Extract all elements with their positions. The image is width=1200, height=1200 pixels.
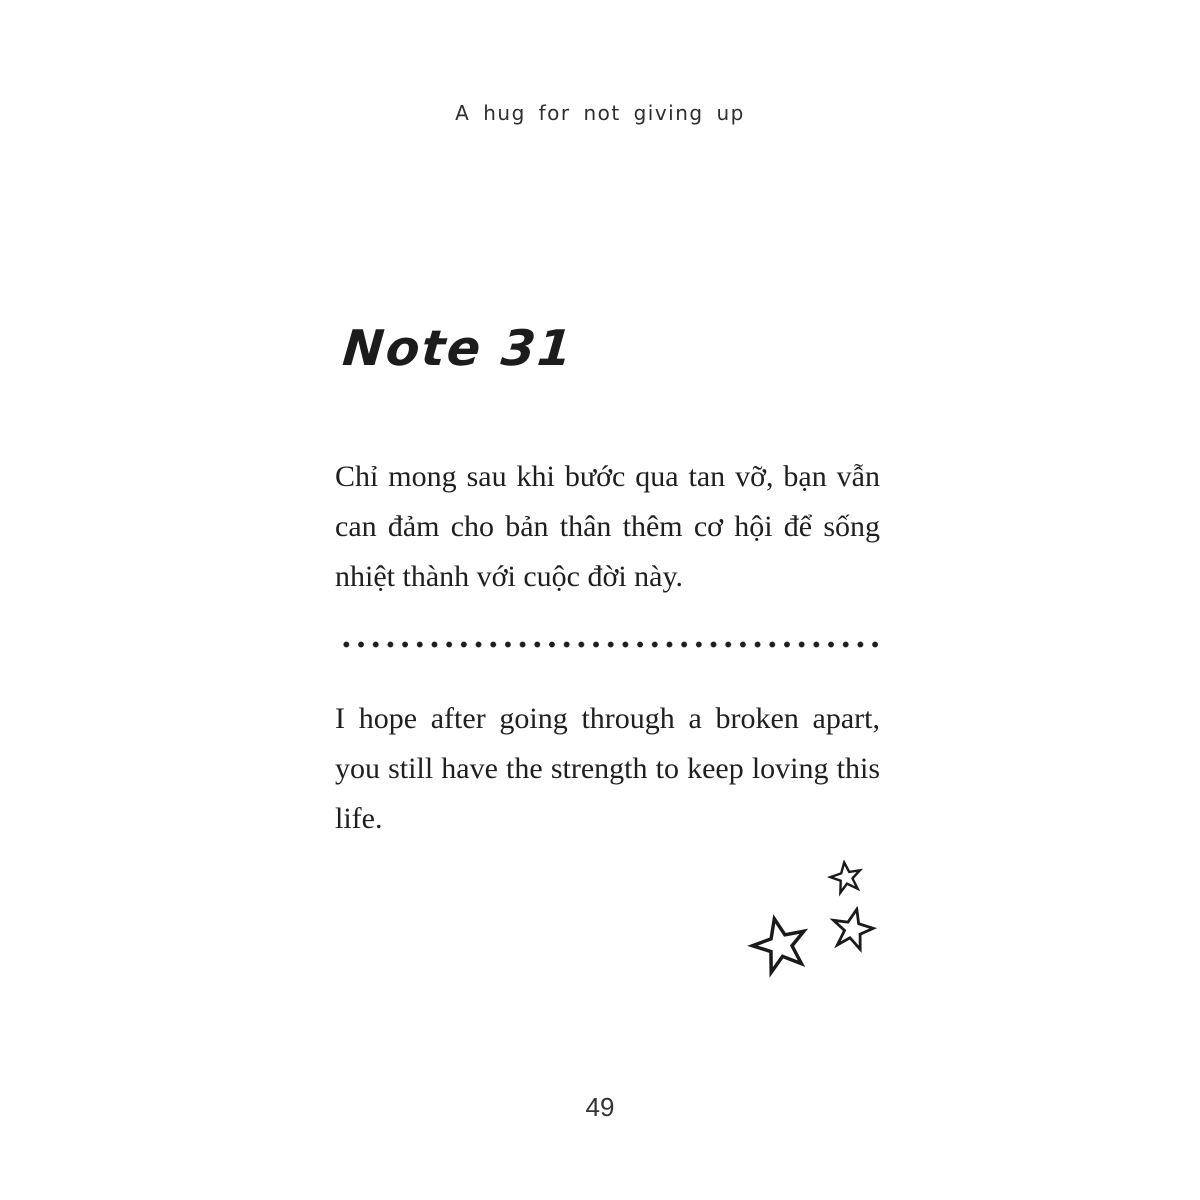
english-line-1: I hope after going through a broken apart, <box>335 702 880 735</box>
vietnamese-paragraph <box>335 452 880 602</box>
english-line-2: you still have the strength to keep loving this <box>335 752 880 785</box>
english-paragraph <box>335 694 880 844</box>
vietnamese-line-2: can đảm cho bản thân thêm cơ hội để sống <box>335 510 880 543</box>
dotted-separator <box>337 640 880 649</box>
star-icon-medium <box>824 902 881 959</box>
vietnamese-line-1: Chỉ mong sau khi bước qua tan vỡ, bạn vẫn <box>335 460 880 493</box>
running-header: A hug for not giving up <box>455 101 745 125</box>
note-title: Note 31 <box>340 320 577 377</box>
english-line-3: life. <box>335 802 383 835</box>
star-icon-large <box>741 907 819 985</box>
star-icon-small <box>825 857 867 899</box>
star-doodles <box>740 850 918 1000</box>
page-number: 49 <box>585 1092 615 1122</box>
vietnamese-line-3: nhiệt thành với cuộc đời này. <box>335 560 684 593</box>
